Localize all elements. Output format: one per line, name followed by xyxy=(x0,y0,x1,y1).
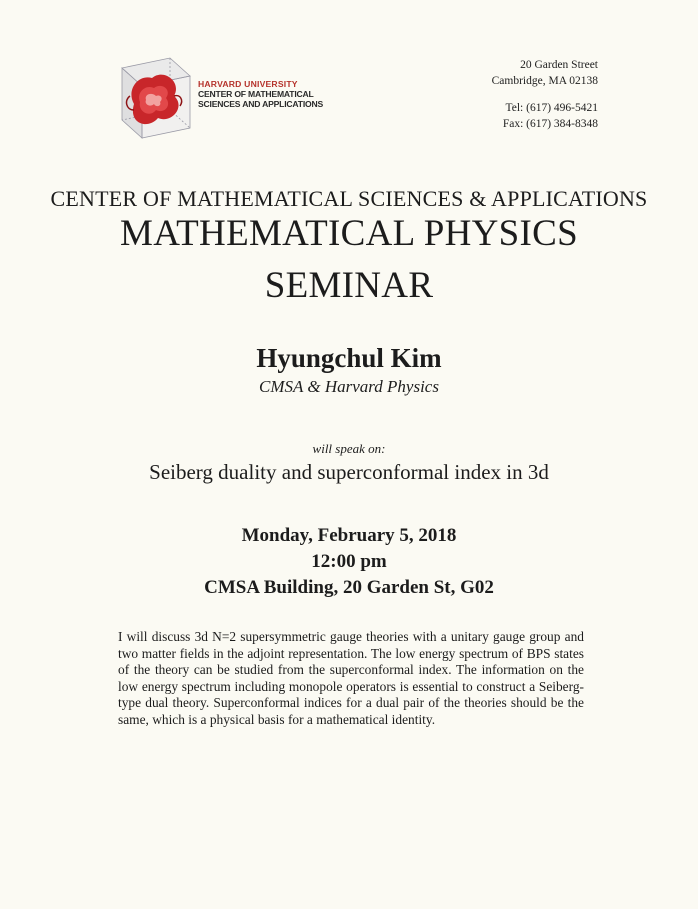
talk-intro: will speak on: xyxy=(312,441,386,456)
logo-line-center: CENTER OF MATHEMATICAL xyxy=(198,89,314,99)
logo-wordmark xyxy=(198,79,323,109)
event-date: Monday, February 5, 2018 xyxy=(241,525,457,546)
seminar-title-line2: SEMINAR xyxy=(264,265,434,306)
address-fax: Fax: (617) 384-8348 xyxy=(502,117,598,130)
speaker-name: Hyungchul Kim xyxy=(256,343,442,373)
logo-line-sciences: SCIENCES AND APPLICATIONS xyxy=(198,99,324,109)
cmsa-cube-logo-icon xyxy=(108,54,192,140)
cmsa-logo xyxy=(108,54,338,142)
center-heading: CENTER OF MATHEMATICAL SCIENCES & APPLICATIONS xyxy=(50,186,648,211)
speaker-affiliation: CMSA & Harvard Physics xyxy=(259,377,439,396)
address-street: 20 Garden Street xyxy=(520,59,598,71)
address-tel: Tel: (617) 496-5421 xyxy=(505,102,598,114)
address-block xyxy=(492,58,598,132)
logo-line-university: HARVARD UNIVERSITY xyxy=(198,79,298,89)
seminar-title-line1: MATHEMATICAL PHYSICS xyxy=(120,213,578,254)
abstract-text: I will discuss 3d N=2 supersymmetric gauge theories with a unitary gauge group and two matter fields in the adjoint representation. The low energy spectrum of BPS states of the theory can be studied from the superconformal index. The information on the low energy spectrum including monopole operators is essential to construct a Seiberg-type dual theory. Superconformal indices for a dual pair of the theories should be the same, which is a physical basis for a mathematical identity. xyxy=(118,629,584,727)
event-location: CMSA Building, 20 Garden St, G02 xyxy=(204,577,494,598)
event-time: 12:00 pm xyxy=(311,551,387,572)
address-city: Cambridge, MA 02138 xyxy=(491,74,598,87)
talk-title: Seiberg duality and superconformal index in 3d xyxy=(149,460,549,484)
